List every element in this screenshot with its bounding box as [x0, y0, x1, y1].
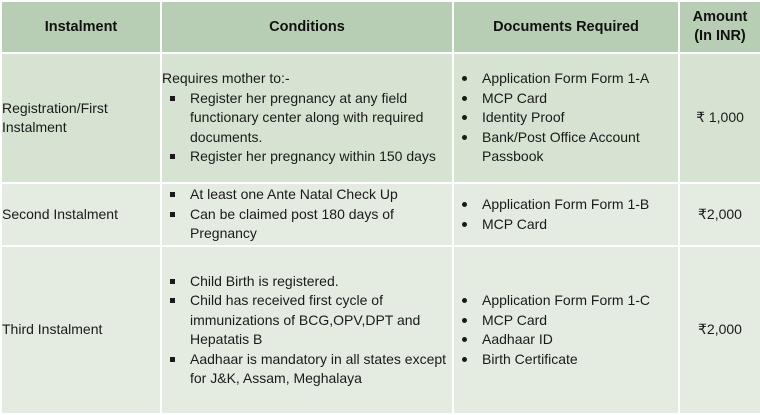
instalment-cell: Second Instalment	[1, 183, 161, 246]
header-amount	[679, 1, 760, 53]
document-item: Application Form Form 1-C	[454, 291, 678, 311]
document-item: Aadhaar ID	[454, 330, 678, 350]
condition-item: Aadhaar is mandatory in all states except for J&K, Assam, Meghalaya	[162, 350, 452, 389]
condition-item: Can be claimed post 180 days of Pregnancy	[162, 205, 452, 244]
header-conditions: Conditions	[161, 1, 453, 53]
table-row	[1, 246, 760, 414]
conditions-intro: Requires mother to:-	[162, 70, 290, 87]
documents-list	[454, 195, 678, 234]
conditions-list	[162, 185, 452, 244]
document-item: Application Form Form 1-A	[454, 69, 678, 89]
conditions-cell	[161, 246, 453, 414]
condition-item: Register her pregnancy within 150 days	[162, 147, 452, 167]
amount-cell: ₹2,000	[679, 183, 760, 246]
conditions-list	[162, 89, 452, 167]
instalment-cell: Third Instalment	[1, 246, 161, 414]
amount-cell: ₹2,000	[679, 246, 760, 414]
documents-cell	[453, 246, 679, 414]
document-item: Identity Proof	[454, 108, 678, 128]
header-amount-line1: Amount	[692, 9, 748, 25]
document-item: Birth Certificate	[454, 350, 678, 370]
header-amount-line2: (In INR)	[694, 28, 746, 44]
documents-cell	[453, 53, 679, 183]
condition-item: Child has received first cycle of immunizations of BCG,OPV,DPT and Hepatatis B	[162, 291, 452, 350]
condition-item: Register her pregnancy at any field functionary center along with required documents.	[162, 89, 452, 148]
conditions-list	[162, 272, 452, 389]
table-row	[1, 53, 760, 183]
document-item: MCP Card	[454, 89, 678, 109]
documents-list	[454, 69, 678, 167]
header-documents: Documents Required	[453, 1, 679, 53]
document-item: Application Form Form 1-B	[454, 195, 678, 215]
conditions-cell	[161, 183, 453, 246]
document-item: MCP Card	[454, 215, 678, 235]
document-item: MCP Card	[454, 311, 678, 331]
documents-list	[454, 291, 678, 369]
header-instalment: Instalment	[1, 1, 161, 53]
condition-item: Child Birth is registered.	[162, 272, 452, 292]
table-header-row	[1, 1, 760, 53]
table-row	[1, 183, 760, 246]
documents-cell	[453, 183, 679, 246]
amount-cell: ₹ 1,000	[679, 53, 760, 183]
conditions-cell	[161, 53, 453, 183]
instalment-cell: Registration/First Instalment	[1, 53, 161, 183]
condition-item: At least one Ante Natal Check Up	[162, 185, 452, 205]
document-item: Bank/Post Office Account Passbook	[454, 128, 678, 167]
